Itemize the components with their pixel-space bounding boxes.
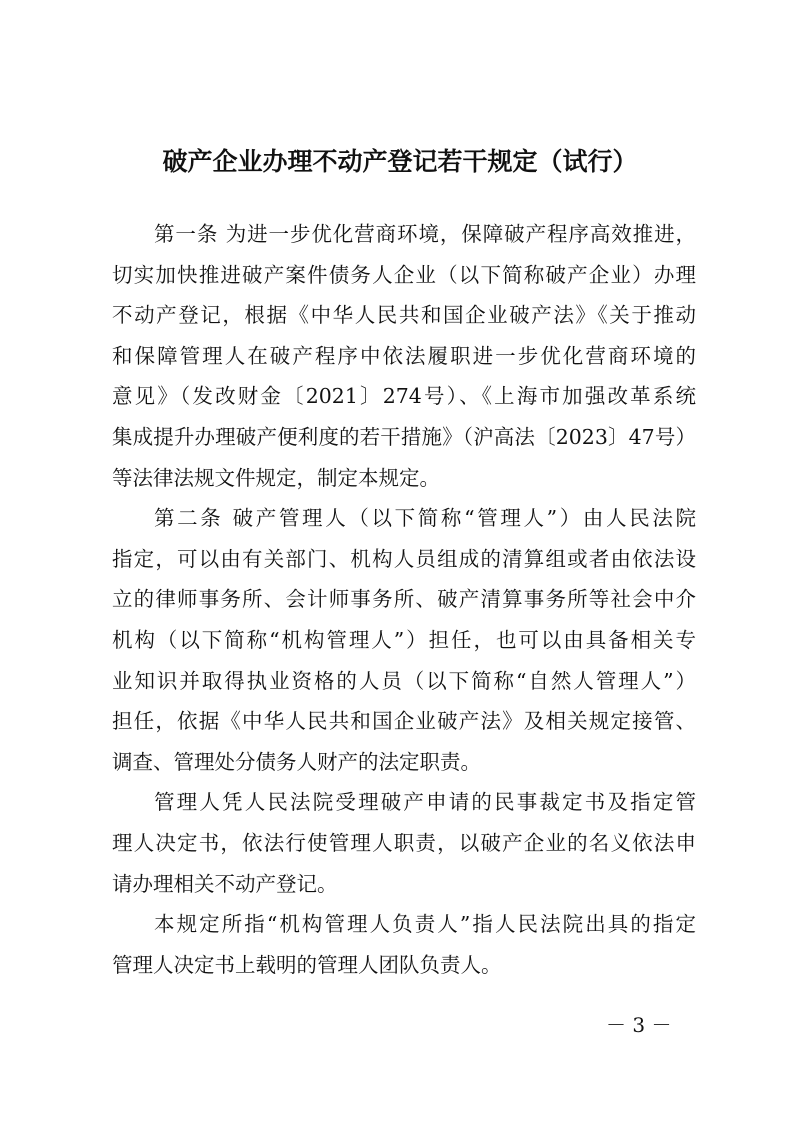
paragraph-line: 管理人决定书上载明的管理人团队负责人。: [112, 952, 502, 977]
paragraph-line: 集成提升办理破产便利度的若干措施》（沪高法〔2023〕47号）: [112, 424, 696, 449]
paragraph: [112, 214, 696, 498]
document-body: [112, 214, 696, 985]
page-number: － 3 －: [606, 1013, 672, 1037]
document-title: 破产企业办理不动产登记若干规定（试行）: [162, 147, 638, 176]
paragraph-line: 理人决定书，依法行使管理人职责，以破产企业的名义依法申: [112, 830, 696, 855]
paragraph-line: 指定，可以由有关部门、机构人员组成的清算组或者由依法设: [112, 546, 696, 571]
paragraph-line: 第一条 为进一步优化营商环境，保障破产程序高效推进，: [154, 222, 696, 246]
paragraph-line: 调查、管理处分债务人财产的法定职责。: [112, 749, 481, 774]
paragraph-line: 立的律师事务所、会计师事务所、破产清算事务所等社会中介: [112, 587, 696, 612]
paragraph-line: 担任，依据《中华人民共和国企业破产法》及相关规定接管、: [112, 709, 696, 734]
paragraph-line: 管理人凭人民法院受理破产申请的民事裁定书及指定管: [154, 790, 696, 815]
paragraph-line: 业知识并取得执业资格的人员（以下简称“自然人管理人”）: [112, 668, 696, 693]
paragraph-line: 本规定所指“机构管理人负责人”指人民法院出具的指定: [154, 912, 696, 937]
paragraph-line: 和保障管理人在破产程序中依法履职进一步优化营商环境的: [112, 343, 696, 368]
paragraph-line: 等法律法规文件规定，制定本规定。: [112, 465, 440, 490]
paragraph-line: 意见》（发改财金〔2021〕274号）、《上海市加强改革系统: [112, 384, 696, 409]
paragraph-line: 第二条 破产管理人（以下简称“管理人”）由人民法院: [154, 506, 696, 531]
paragraph-line: 机构（以下简称“机构管理人”）担任，也可以由具备相关专: [112, 627, 696, 652]
paragraph-line: 切实加快推进破产案件债务人企业（以下简称破产企业）办理: [112, 262, 696, 287]
paragraph-line: 不动产登记，根据《中华人民共和国企业破产法》《关于推动: [112, 303, 696, 328]
paragraph: [112, 904, 696, 985]
paragraph: [112, 782, 696, 904]
paragraph: [112, 498, 696, 782]
paragraph-line: 请办理相关不动产登记。: [112, 871, 338, 896]
